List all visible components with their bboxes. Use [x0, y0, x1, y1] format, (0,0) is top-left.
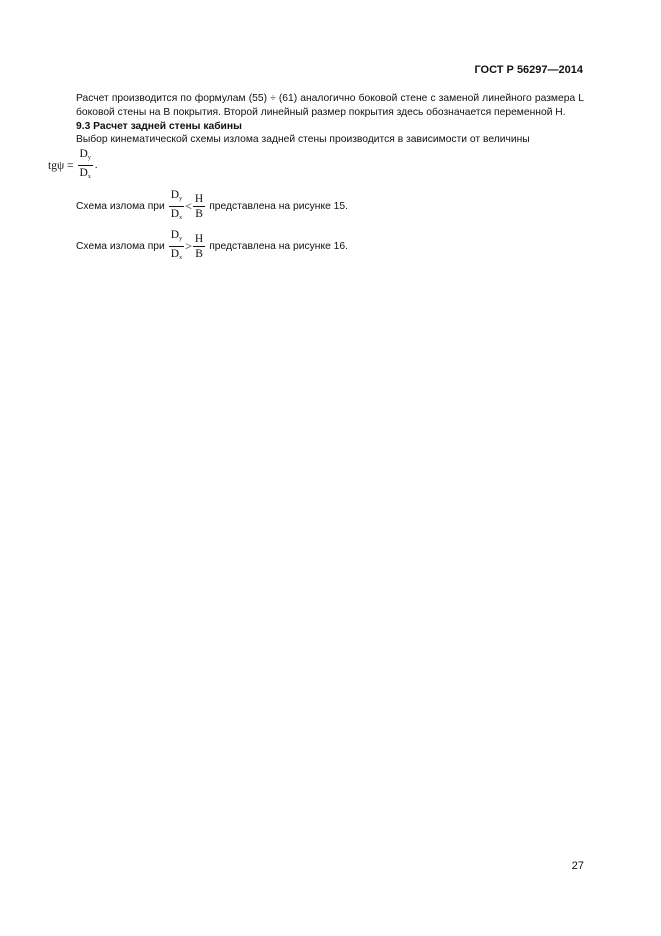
fraction-denominator: D	[79, 167, 88, 179]
dy-over-dx-fraction	[169, 228, 184, 265]
document-header: ГОСТ Р 56297—2014	[474, 64, 583, 76]
fraction-numerator: H	[194, 233, 204, 245]
condition-greater-than	[76, 228, 352, 265]
dy-over-dx-fraction	[169, 188, 184, 225]
fraction-numerator: D	[170, 189, 180, 201]
numerator-subscript: y	[179, 196, 183, 202]
page-number: 27	[571, 860, 584, 872]
condition-prefix: Схема излома при	[76, 201, 165, 212]
fraction-denominator: B	[195, 208, 203, 220]
formula-lhs: tgψ =	[48, 159, 74, 172]
denominator-subscript: x	[179, 255, 183, 261]
h-over-b-fraction	[193, 192, 205, 221]
fraction-numerator: D	[79, 148, 88, 160]
numerator-subscript: y	[87, 155, 91, 161]
condition-suffix: представлена на рисунке 15.	[209, 201, 348, 212]
fraction-numerator: D	[170, 229, 180, 241]
paragraph-formulas-reference	[76, 79, 584, 119]
section-heading: 9.3 Расчет задней стены кабины	[76, 121, 242, 132]
denominator-subscript: x	[87, 174, 91, 180]
numerator-subscript: y	[179, 236, 183, 242]
section-intro: Выбор кинематической схемы излома задней стены производится в зависимости от величины	[76, 134, 530, 145]
paragraph-text: Расчет производится по формулам (55) ÷ (61) аналогично боковой стене с заменой линейного размера L боковой стены на B покрытия. Второй линейный размер покрытия здесь обозначается переменной H.	[76, 93, 584, 118]
denominator-subscript: x	[179, 215, 183, 221]
greater-than-sign: >	[185, 239, 192, 253]
fraction-denominator: B	[195, 248, 203, 260]
formula-period: .	[94, 160, 98, 171]
condition-prefix: Схема излома при	[76, 241, 165, 252]
dy-over-dx-fraction	[78, 147, 93, 184]
fraction-denominator: D	[170, 208, 180, 220]
less-than-sign: <	[185, 199, 192, 213]
fraction-numerator: H	[194, 193, 204, 205]
tg-psi-formula	[48, 147, 97, 184]
h-over-b-fraction	[193, 232, 205, 261]
condition-less-than	[76, 188, 352, 225]
condition-suffix: представлена на рисунке 16.	[209, 241, 348, 252]
fraction-denominator: D	[170, 248, 180, 260]
